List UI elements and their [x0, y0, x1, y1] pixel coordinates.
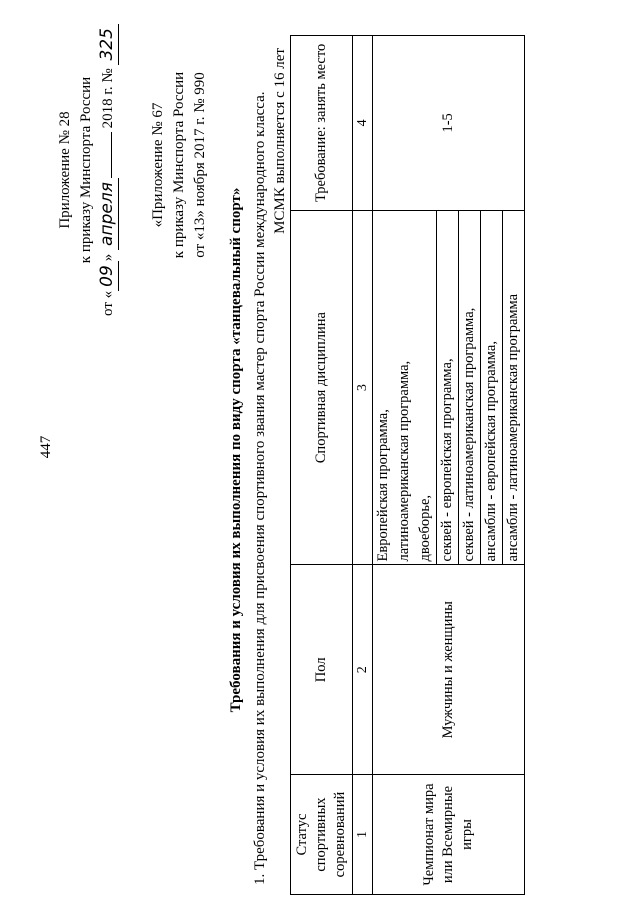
header-row: [291, 36, 353, 895]
discipline-item: двоеборье,: [415, 211, 437, 565]
table-row: [373, 36, 525, 895]
col-number: 2: [353, 565, 373, 775]
annex-date-line: [97, 20, 119, 320]
cell-disciplines: [373, 210, 525, 565]
discipline-item: латиноамериканская программа,: [396, 360, 412, 562]
section-heading: 1. Требования и условия их выполнения для присвоения спортивного звания мастер спорта России международного класса.: [252, 91, 268, 885]
discipline-item: ансамбли - европейская программа,: [481, 211, 503, 565]
col-number: 3: [353, 210, 373, 565]
header-status: Статус спортивных соревнований: [291, 775, 353, 895]
prior-annex: [148, 35, 211, 295]
header-discipline: Спортивная дисциплина: [291, 210, 353, 565]
header-gender: Пол: [291, 565, 353, 775]
page-number: 447: [38, 435, 54, 459]
age-note: МСМК выполняется с 16 лет: [272, 48, 288, 234]
col-number: 4: [353, 36, 373, 211]
col-number: 1: [353, 775, 373, 895]
handwritten-month: апреля: [97, 178, 119, 250]
annex-header: [55, 20, 119, 320]
discipline-item: ансамбли - латиноамериканская программа: [505, 293, 521, 562]
prior-annex-title: «Приложение № 67: [150, 102, 166, 228]
requirements-table: [290, 35, 525, 895]
year-suffix: 2018 г. №: [100, 68, 116, 129]
discipline-item: секвей - латиноамериканская программа,: [459, 211, 481, 565]
cell-place: 1-5: [373, 36, 525, 211]
header-requirement: Требование: занять место: [291, 36, 353, 211]
discipline-item: Европейская программа,: [375, 409, 391, 562]
cell-gender: Мужчины и женщины: [373, 565, 525, 775]
prior-annex-date: от «13» ноября 2017 г. № 990: [192, 72, 208, 258]
document-title: Требования и условия их выполнения по виду спорта «танцевальный спорт»: [228, 187, 244, 713]
prior-annex-order-ref: к приказу Минспорта России: [171, 71, 187, 259]
date-mid: »: [100, 253, 116, 262]
annex-title: Приложение № 28: [57, 111, 73, 229]
annex-order-ref: к приказу Минспорта России: [78, 76, 94, 264]
cell-status: Чемпионат мира или Всемирные игры: [373, 775, 525, 895]
date-prefix: от «: [100, 290, 116, 316]
handwritten-order-number: 325: [97, 24, 119, 64]
discipline-item: секвей - европейская программа,: [437, 211, 459, 565]
column-number-row: [353, 36, 373, 895]
blank-underline: [111, 132, 112, 178]
handwritten-day: 09: [97, 261, 119, 291]
